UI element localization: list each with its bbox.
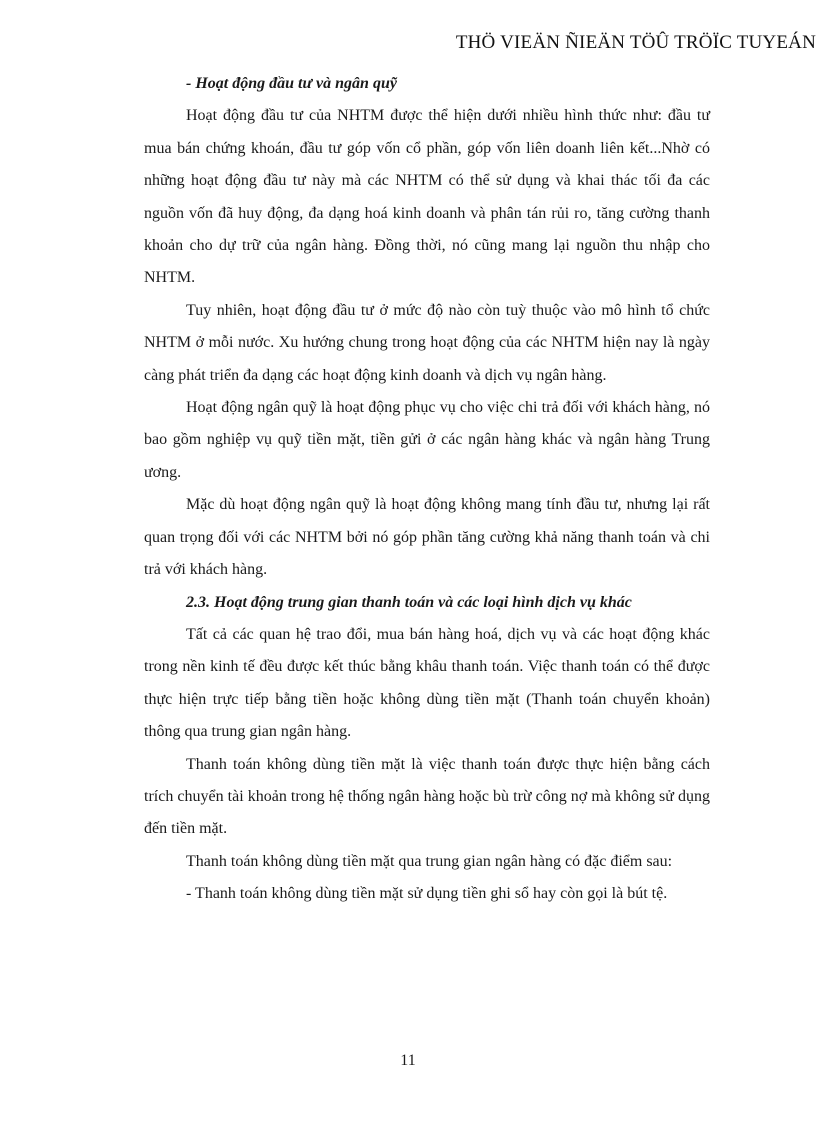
paragraph: Mặc dù hoạt động ngân quỹ là hoạt động không mang tính đầu tư, nhưng lại rất quan trọng đối với các NHTM bởi nó góp phần tăng cường khả năng thanh toán và chi trả với khách hàng.: [144, 496, 710, 579]
paragraph: Hoạt động đầu tư của NHTM được thể hiện dưới nhiều hình thức như: đầu tư mua bán chứng khoán, đầu tư góp vốn cổ phần, góp vốn liên doanh liên kết...Nhờ có những hoạt động đầu tư này mà các NHTM có thể sử dụng và khai thác tối đa các nguồn vốn đã huy động, đa dạng hoá kinh doanh và phân tán rủi ro, tăng cường thanh khoản cho dự trữ của ngân hàng. Đồng thời, nó cũng mang lại nguồn thu nhập cho NHTM.: [144, 107, 710, 287]
paragraph: - Thanh toán không dùng tiền mặt sử dụng tiền ghi sổ hay còn gọi là bút tệ.: [186, 885, 668, 903]
paragraph: Thanh toán không dùng tiền mặt qua trung gian ngân hàng có đặc điểm sau:: [186, 852, 673, 870]
paragraph: Hoạt động ngân quỹ là hoạt động phục vụ cho việc chi trả đối với khách hàng, nó bao gồm nghiệp vụ quỹ tiền mặt, tiền gửi ở các ngân hàng khác và ngân hàng Trung ương.: [144, 399, 710, 481]
paragraph: Thanh toán không dùng tiền mặt là việc thanh toán được thực hiện bằng cách trích chuyển tài khoản trong hệ thống ngân hàng hoặc bù trừ công nợ mà không sử dụng đến tiền mặt.: [144, 755, 710, 838]
section-heading: 2.3. Hoạt động trung gian thanh toán và các loại hình dịch vụ khác: [186, 593, 632, 611]
header-title: THÖ VIEÄN ÑIEÄN TÖÛ TRÖÏC TUYEÁN: [455, 32, 816, 53]
section-heading: - Hoạt động đầu tư và ngân quỹ: [186, 75, 397, 92]
paragraph: Tuy nhiên, hoạt động đầu tư ở mức độ nào còn tuỳ thuộc vào mô hình tổ chức NHTM ở mỗi nước. Xu hướng chung trong hoạt động của các NHTM hiện nay là ngày càng phát triển đa dạng các hoạt động kinh doanh và dịch vụ ngân hàng.: [144, 301, 710, 384]
page-number: 11: [400, 1052, 416, 1069]
paragraph: Tất cả các quan hệ trao đổi, mua bán hàng hoá, dịch vụ và các hoạt động khác trong nền kinh tế đều được kết thúc bằng khâu thanh toán. Việc thanh toán có thể được thực hiện trực tiếp bằng tiền hoặc không dùng tiền mặt (Thanh toán chuyển khoản) thông qua trung gian ngân hàng.: [144, 625, 710, 741]
document-body: [144, 68, 710, 911]
